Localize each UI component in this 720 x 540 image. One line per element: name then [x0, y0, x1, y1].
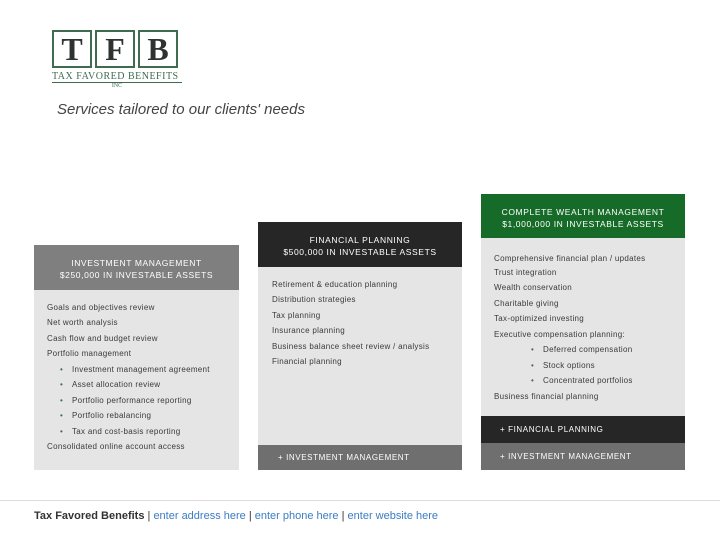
- service-item: Net worth analysis: [47, 318, 118, 327]
- logo-letter-t: T: [52, 30, 92, 68]
- service-item: Executive compensation planning:: [494, 330, 626, 339]
- plus-investment-management-bar: [481, 443, 685, 470]
- service-item: Tax planning: [272, 311, 321, 320]
- service-subitem: • Stock options: [531, 361, 595, 370]
- logo-letter-f: F: [95, 30, 135, 68]
- footer-separator: |: [245, 510, 255, 522]
- service-item: Wealth conservation: [494, 283, 573, 292]
- service-item: Trust integration: [494, 268, 557, 277]
- investment-management-title: INVESTMENT MANAGEMENT: [71, 258, 202, 268]
- footer-separator: |: [338, 510, 348, 522]
- plus-financial-planning-bar: [481, 416, 685, 443]
- investment-management-column: [34, 245, 239, 470]
- service-subitem: • Asset allocation review: [60, 380, 161, 389]
- financial-planning-title: FINANCIAL PLANNING: [309, 235, 411, 245]
- service-item: Retirement & education planning: [272, 280, 398, 289]
- complete-wealth-management-title: COMPLETE WEALTH MANAGEMENT: [501, 207, 665, 217]
- service-item: Goals and objectives review: [47, 303, 155, 312]
- tfb-logo: [52, 30, 188, 94]
- service-item: Comprehensive financial plan / updates: [494, 254, 646, 263]
- footer-separator: |: [144, 510, 154, 522]
- bullet-icon: •: [60, 365, 64, 374]
- tagline: Services tailored to our clients' needs: [57, 101, 305, 118]
- service-subitem: • Portfolio performance reporting: [60, 396, 192, 405]
- investment-management-header: [34, 245, 239, 290]
- bullet-icon: •: [60, 396, 64, 405]
- bullet-icon: •: [531, 376, 535, 385]
- bullet-icon: •: [531, 361, 535, 370]
- financial-planning-header: [258, 222, 462, 267]
- footer-phone-link[interactable]: enter phone here: [254, 510, 339, 522]
- footer-company: Tax Favored Benefits: [34, 510, 145, 522]
- logo-company-name: TAX FAVORED BENEFITS: [52, 71, 179, 82]
- service-item: Portfolio management: [47, 349, 132, 358]
- footer-website-link[interactable]: enter website here: [347, 510, 439, 522]
- service-item: Business balance sheet review / analysis: [272, 342, 430, 351]
- complete-wealth-management-column: [481, 194, 685, 470]
- service-item: Insurance planning: [272, 326, 346, 335]
- complete-wealth-management-threshold: $1,000,000 IN INVESTABLE ASSETS: [502, 219, 664, 229]
- service-subitem: • Deferred compensation: [531, 345, 633, 354]
- logo-letters: [52, 30, 188, 68]
- service-item: Financial planning: [272, 357, 342, 366]
- plus-investment-management-label: + INVESTMENT MANAGEMENT: [278, 453, 410, 462]
- service-subitem: • Concentrated portfolios: [531, 376, 633, 385]
- service-item: Distribution strategies: [272, 295, 356, 304]
- plus-financial-planning-label: + FINANCIAL PLANNING: [500, 425, 604, 434]
- footer-divider: [0, 500, 720, 501]
- footer-address-link[interactable]: enter address here: [153, 510, 246, 522]
- plus-investment-management-bar: [258, 445, 462, 470]
- investment-management-threshold: $250,000 IN INVESTABLE ASSETS: [59, 270, 214, 280]
- service-item: Business financial planning: [494, 392, 599, 401]
- plus-investment-management-label: + INVESTMENT MANAGEMENT: [500, 452, 632, 461]
- service-item: Cash flow and budget review: [47, 334, 158, 343]
- logo-inc: INC: [52, 82, 182, 89]
- logo-letter-b: B: [138, 30, 178, 68]
- bullet-icon: •: [60, 411, 64, 420]
- complete-wealth-management-header: [481, 194, 685, 238]
- bullet-icon: •: [60, 427, 64, 436]
- service-item: Tax-optimized investing: [494, 314, 585, 323]
- service-item: Charitable giving: [494, 299, 559, 308]
- financial-planning-column: [258, 222, 462, 470]
- bullet-icon: •: [60, 380, 64, 389]
- bullet-icon: •: [531, 345, 535, 354]
- footer: [34, 510, 438, 522]
- service-subitem: • Portfolio rebalancing: [60, 411, 152, 420]
- financial-planning-threshold: $500,000 IN INVESTABLE ASSETS: [283, 247, 437, 257]
- service-item: Consolidated online account access: [47, 442, 185, 451]
- service-subitem: • Investment management agreement: [60, 365, 210, 374]
- service-subitem: • Tax and cost-basis reporting: [60, 427, 181, 436]
